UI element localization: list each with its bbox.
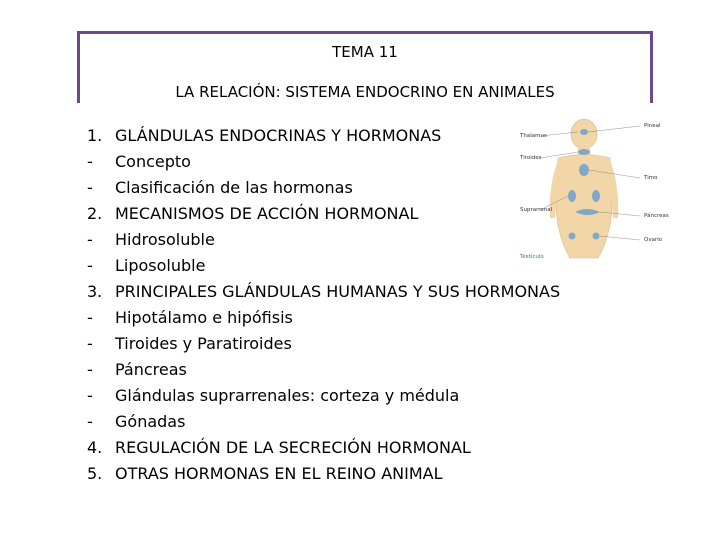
list-item bbox=[87, 305, 560, 331]
list-item-text: Tiroides y Paratiroides bbox=[115, 334, 292, 353]
list-item bbox=[87, 149, 560, 175]
list-marker: - bbox=[87, 308, 93, 327]
list-marker: - bbox=[87, 412, 93, 431]
list-item bbox=[87, 331, 560, 357]
list-item bbox=[87, 123, 560, 149]
list-item-text: Concepto bbox=[115, 152, 191, 171]
list-item-text: Liposoluble bbox=[115, 256, 206, 275]
list-item bbox=[87, 253, 560, 279]
title-box bbox=[77, 31, 653, 103]
list-marker: - bbox=[87, 256, 93, 275]
list-item-text: Hidrosoluble bbox=[115, 230, 215, 249]
list-item bbox=[87, 279, 560, 305]
list-item-text: PRINCIPALES GLÁNDULAS HUMANAS Y SUS HORMONAS bbox=[115, 282, 561, 301]
list-item-text: Páncreas bbox=[115, 360, 187, 379]
list-item bbox=[87, 461, 560, 487]
list-marker: 1. bbox=[87, 126, 103, 145]
list-item-text: Gónadas bbox=[115, 412, 186, 431]
list-item bbox=[87, 175, 560, 201]
list-item-text: Hipotálamo e hipófisis bbox=[115, 308, 293, 327]
label-thymus: Timo bbox=[644, 175, 658, 181]
label-thalamus: Thalamus bbox=[520, 133, 547, 139]
list-marker: 4. bbox=[87, 438, 103, 457]
list-item-text: MECANISMOS DE ACCIÓN HORMONAL bbox=[115, 204, 419, 223]
page-subtitle: LA RELACIÓN: SISTEMA ENDOCRINO EN ANIMALES bbox=[175, 83, 555, 101]
list-item-text: OTRAS HORMONAS EN EL REINO ANIMAL bbox=[115, 464, 443, 483]
list-marker: - bbox=[87, 230, 93, 249]
label-pineal: Pineal bbox=[644, 123, 661, 129]
list-item-text: Glándulas suprarrenales: corteza y médula bbox=[115, 386, 460, 405]
list-marker: - bbox=[87, 178, 93, 197]
list-item-text: GLÁNDULAS ENDOCRINAS Y HORMONAS bbox=[115, 126, 442, 145]
list-item bbox=[87, 227, 560, 253]
label-ovary: Ovario bbox=[644, 237, 663, 243]
list-item bbox=[87, 201, 560, 227]
list-item bbox=[87, 435, 560, 461]
human-body-figure bbox=[520, 118, 670, 266]
list-item bbox=[87, 357, 560, 383]
list-marker: - bbox=[87, 334, 93, 353]
list-marker: 3. bbox=[87, 282, 103, 301]
list-item bbox=[87, 383, 560, 409]
list-marker: - bbox=[87, 386, 93, 405]
label-testis: Testículo bbox=[520, 254, 544, 260]
page-title: TEMA 11 bbox=[332, 43, 398, 61]
label-suprarenal: Suprarrenal bbox=[520, 207, 553, 213]
list-item-text: Clasificación de las hormonas bbox=[115, 178, 353, 197]
topic-outline bbox=[87, 123, 560, 487]
list-marker: - bbox=[87, 152, 93, 171]
list-item-text: REGULACIÓN DE LA SECRECIÓN HORMONAL bbox=[115, 438, 471, 457]
list-marker: - bbox=[87, 360, 93, 379]
list-item bbox=[87, 409, 560, 435]
label-pancreas: Páncreas bbox=[644, 213, 669, 219]
list-marker: 5. bbox=[87, 464, 103, 483]
label-thyroid: Tiroides bbox=[520, 155, 542, 161]
list-marker: 2. bbox=[87, 204, 103, 223]
endocrine-system-illustration bbox=[520, 118, 670, 266]
